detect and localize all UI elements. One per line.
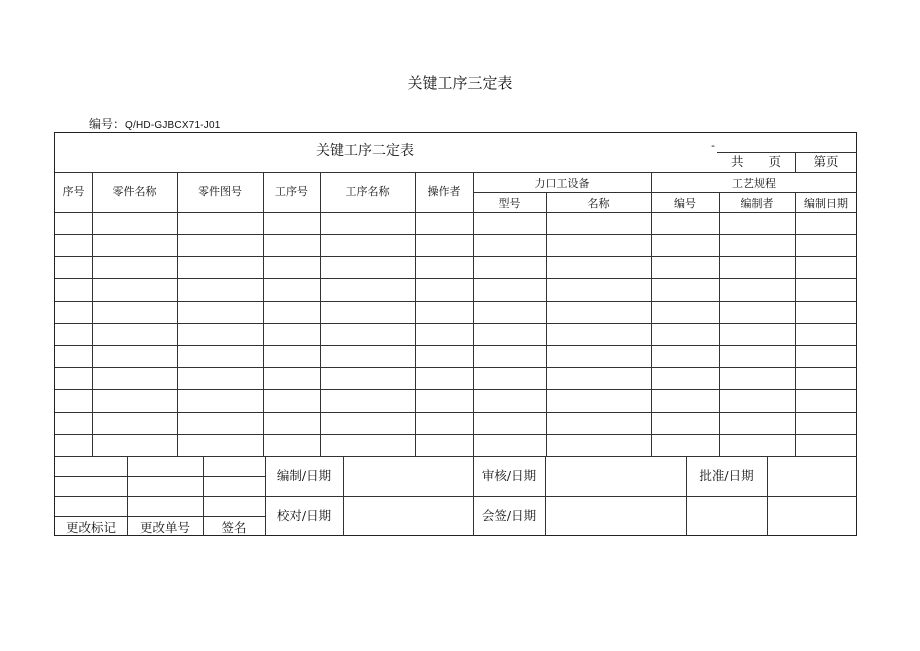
footer-col-line bbox=[343, 456, 344, 536]
row-line bbox=[55, 412, 857, 413]
row-line bbox=[55, 367, 857, 368]
footer-change-mark: 更改标记 bbox=[65, 520, 116, 535]
col-line bbox=[651, 172, 652, 456]
col-line bbox=[320, 172, 321, 456]
footer-col-line bbox=[545, 456, 546, 536]
header-subline bbox=[473, 192, 857, 193]
col-header-part-drawing-no: 零件图号 bbox=[198, 185, 242, 198]
footer-col-line bbox=[265, 456, 266, 536]
col-header-process-name: 工序名称 bbox=[345, 185, 390, 198]
col-header-part-name: 零件名称 bbox=[112, 185, 157, 198]
col-header-spec-no: 编号 bbox=[674, 197, 696, 210]
footer-check-date: 校对/日期 bbox=[276, 508, 332, 523]
footer-col-line bbox=[686, 456, 687, 536]
col-line bbox=[795, 192, 796, 456]
footer-col-line bbox=[767, 456, 768, 536]
col-line bbox=[473, 172, 474, 456]
col-line bbox=[177, 172, 178, 456]
footer-signature: 签名 bbox=[221, 520, 247, 535]
col-header-spec-author: 编制者 bbox=[740, 197, 774, 210]
footer-approve-date: 批准/日期 bbox=[699, 468, 754, 483]
row-line bbox=[55, 278, 857, 279]
footer-col-line bbox=[473, 456, 474, 536]
footer-change-line bbox=[55, 476, 265, 477]
col-header-equipment: 力口工设备 bbox=[534, 177, 590, 190]
document-code-label: 编号： bbox=[89, 117, 126, 131]
key-process-form bbox=[54, 132, 857, 536]
header-line-1 bbox=[55, 172, 857, 173]
row-line bbox=[55, 456, 857, 457]
pages-total: 共 页 bbox=[730, 154, 781, 169]
document-code-value: Q/HD-GJBCX71-J01 bbox=[125, 120, 221, 131]
col-header-process-spec: 工艺规程 bbox=[732, 177, 776, 190]
col-header-process-no: 工序号 bbox=[275, 185, 308, 198]
header-line-2 bbox=[55, 212, 857, 213]
row-line bbox=[55, 345, 857, 346]
col-header-seq: 序号 bbox=[62, 185, 85, 198]
col-header-equipment-model: 型号 bbox=[498, 197, 521, 210]
footer-change-line bbox=[55, 516, 265, 517]
col-line bbox=[415, 172, 416, 456]
page-number: 第页 bbox=[813, 154, 839, 169]
col-line bbox=[92, 172, 93, 456]
page-title: 关键工序三定表 bbox=[407, 74, 513, 92]
row-line bbox=[55, 434, 857, 435]
footer-middle-line bbox=[55, 496, 857, 497]
col-line bbox=[263, 172, 264, 456]
footer-compile-date: 编制/日期 bbox=[276, 468, 332, 483]
col-header-spec-date: 编制日期 bbox=[804, 197, 848, 210]
document-code bbox=[89, 115, 220, 132]
page-box-top-line bbox=[717, 152, 857, 153]
page-dash: - bbox=[711, 139, 715, 152]
row-line bbox=[55, 234, 857, 235]
row-line bbox=[55, 256, 857, 257]
row-line bbox=[55, 323, 857, 324]
inner-title: 关键工序二定表 bbox=[316, 143, 414, 159]
footer-countersign-date: 会签/日期 bbox=[481, 508, 537, 523]
footer-change-order: 更改单号 bbox=[139, 520, 190, 535]
footer-review-date: 审核/日期 bbox=[481, 468, 537, 483]
row-line bbox=[55, 301, 857, 302]
col-header-equipment-name: 名称 bbox=[587, 197, 610, 210]
row-line bbox=[55, 389, 857, 390]
col-line bbox=[546, 192, 547, 456]
col-line bbox=[719, 192, 720, 456]
col-header-operator: 操作者 bbox=[427, 185, 461, 198]
